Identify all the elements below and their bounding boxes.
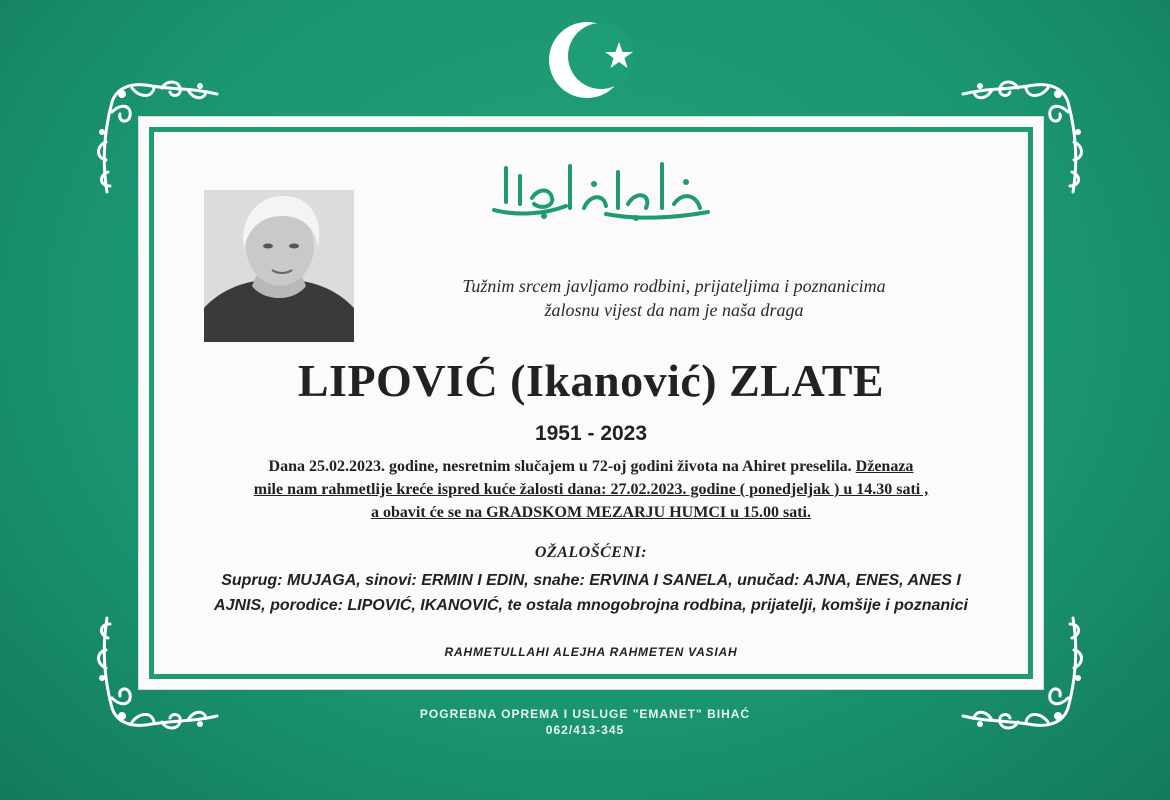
closing-prayer: RAHMETULLAHI ALEJHA RAHMETEN VASIAH [444,645,738,659]
intro-line: žalosnu vijest da nam je naša draga [544,300,804,320]
funeral-details [172,455,1010,524]
funeral-line [172,455,1010,478]
mourners-line: AJNIS, porodice: LIPOVIĆ, IKANOVIĆ, te ostala mnogobrojna rodbina, prijatelji, komšije i poznanici [214,597,968,614]
mourners-line: Suprug: MUJAGA, sinovi: ERMIN I EDIN, snahe: ERVINA I SANELA, unučad: AJNA, ENES, ANES I [221,572,961,589]
notice-border [149,127,1033,679]
intro-text [394,274,954,322]
funeral-company: POGREBNA OPREMA I USLUGE "EMANET" BIHAĆ [419,707,751,721]
company-phone: 062/413-345 [545,723,625,737]
notice-paper [138,116,1044,690]
portrait-photo [204,190,354,342]
funeral-line: mile nam rahmetlije kreće ispred kuće žalosti dana: 27.02.2023. godine ( ponedjeljak ) u 14.30 sati , [253,481,929,498]
mourners-list [168,568,1014,618]
funeral-word: Dženaza [855,458,914,475]
life-years: 1951 - 2023 [534,422,648,445]
intro-line: Tužnim srcem javljamo rodbini, prijateljima i poznanicima [462,276,886,296]
mourners-label: OŽALOŠĆENI: [534,544,648,561]
footer [0,706,1170,738]
arabic-calligraphy-icon [486,154,716,224]
crescent-star-icon [545,14,645,106]
death-info: Dana 25.02.2023. godine, nesretnim slučajem u 72-oj godini života na Ahiret preselila. [268,458,856,475]
deceased-name: LIPOVIĆ (Ikanović) ZLATE [297,355,885,406]
funeral-line: a obavit će se na GRADSKOM MEZARJU HUMCI u 15.00 sati. [371,504,811,521]
